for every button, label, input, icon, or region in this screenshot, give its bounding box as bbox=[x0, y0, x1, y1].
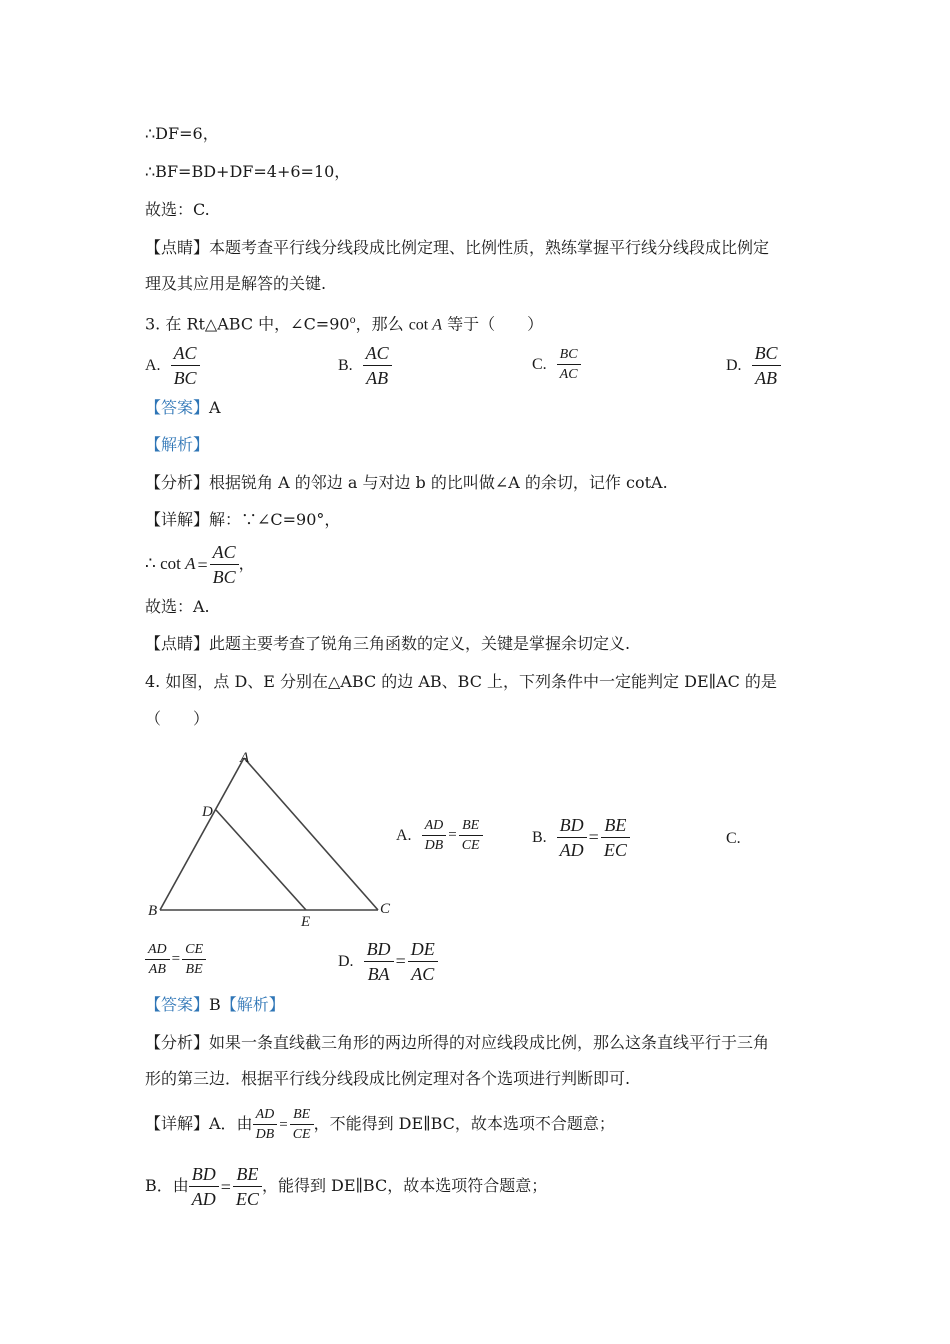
q3-option-c: C. $\frac{BC}{AC}$ bbox=[532, 345, 581, 384]
q4-detail-b: B．由 $\frac{BD}{AD}$ = $\frac{BE}{EC}$ ，能得到 DE∥BC，故本选项符合题意； bbox=[145, 1164, 548, 1209]
q3-analysis: 【分析】根据锐角 A 的邻边 a 与对边 b 的比叫做∠A 的余切，记作 cotA. bbox=[145, 473, 668, 492]
q3-answer: 【答案】A bbox=[145, 398, 221, 417]
vertex-label-a: A bbox=[240, 750, 250, 766]
question-4-paren: （ ） bbox=[145, 709, 210, 728]
q3-jiexi: 【解析】 bbox=[145, 435, 210, 454]
text-line: 故选：C. bbox=[145, 200, 210, 219]
question-3-stem: 3. 在 Rt△ABC 中，$\angle C=90^o$，那么 cot A 等于（ ） bbox=[145, 314, 544, 334]
q4-option-c-label: C. bbox=[726, 829, 741, 847]
q3-option-d: D. $\frac{BC}{AB}$ bbox=[726, 341, 781, 390]
vertex-label-d: D bbox=[202, 804, 213, 820]
q4-analysis-1: 【分析】如果一条直线截三角形的两边所得的对应线段成比例，那么这条直线平行于三角 bbox=[145, 1033, 770, 1052]
vertex-label-b: B bbox=[148, 903, 158, 919]
q3-option-a: A. $\frac{AC}{BC}$ bbox=[145, 341, 200, 390]
q3-detail: 【详解】解：∵∠C=90°， bbox=[145, 510, 341, 529]
q4-option-d: D. $\frac{BD}{BA}$ = $\frac{DE}{AC}$ bbox=[338, 937, 438, 986]
q4-option-a: A. $\frac{AD}{DB}$ = $\frac{BE}{CE}$ bbox=[396, 816, 483, 855]
question-4-stem: 4. 如图，点 D、E 分别在△ABC 的边 AB、BC 上，下列条件中一定能判定 DE∥AC 的是 bbox=[145, 672, 777, 691]
q4-analysis-2: 形的第三边．根据平行线分线段成比例定理对各个选项进行判断即可. bbox=[145, 1069, 631, 1088]
text-line: 理及其应用是解答的关键. bbox=[145, 274, 327, 293]
q4-option-c: $\frac{AD}{AB}$ = $\frac{CE}{BE}$ bbox=[145, 940, 206, 979]
q3-choose: 故选：A. bbox=[145, 597, 210, 616]
q4-detail-a: 【详解】A．由 $\frac{AD}{DB}$ = $\frac{BE}{CE}$ ，不能得到 DE∥BC，故本选项不合题意； bbox=[145, 1107, 615, 1142]
q4-option-b: B. $\frac{BD}{AD}$ = $\frac{BE}{EC}$ bbox=[532, 813, 630, 862]
vertex-label-e: E bbox=[301, 914, 311, 930]
vertex-label-c: C bbox=[380, 901, 391, 917]
q3-therefore: ∴ cot A = $\frac{AC}{BC}$ ， bbox=[145, 542, 255, 587]
q3-option-b: B. $\frac{AC}{AB}$ bbox=[338, 341, 392, 390]
text-line: ∴DF=6， bbox=[145, 124, 219, 143]
text-line: ∴BF=BD+DF=4+6=10， bbox=[145, 162, 351, 181]
q4-answer: 【答案】B【解析】 bbox=[145, 995, 285, 1014]
q3-dianjing: 【点睛】此题主要考查了锐角三角函数的定义，关键是掌握余切定义. bbox=[145, 634, 631, 653]
triangle-figure bbox=[140, 740, 405, 930]
text-line: 【点睛】本题考查平行线分线段成比例定理、比例性质，熟练掌握平行线分线段成比例定 bbox=[145, 238, 770, 257]
